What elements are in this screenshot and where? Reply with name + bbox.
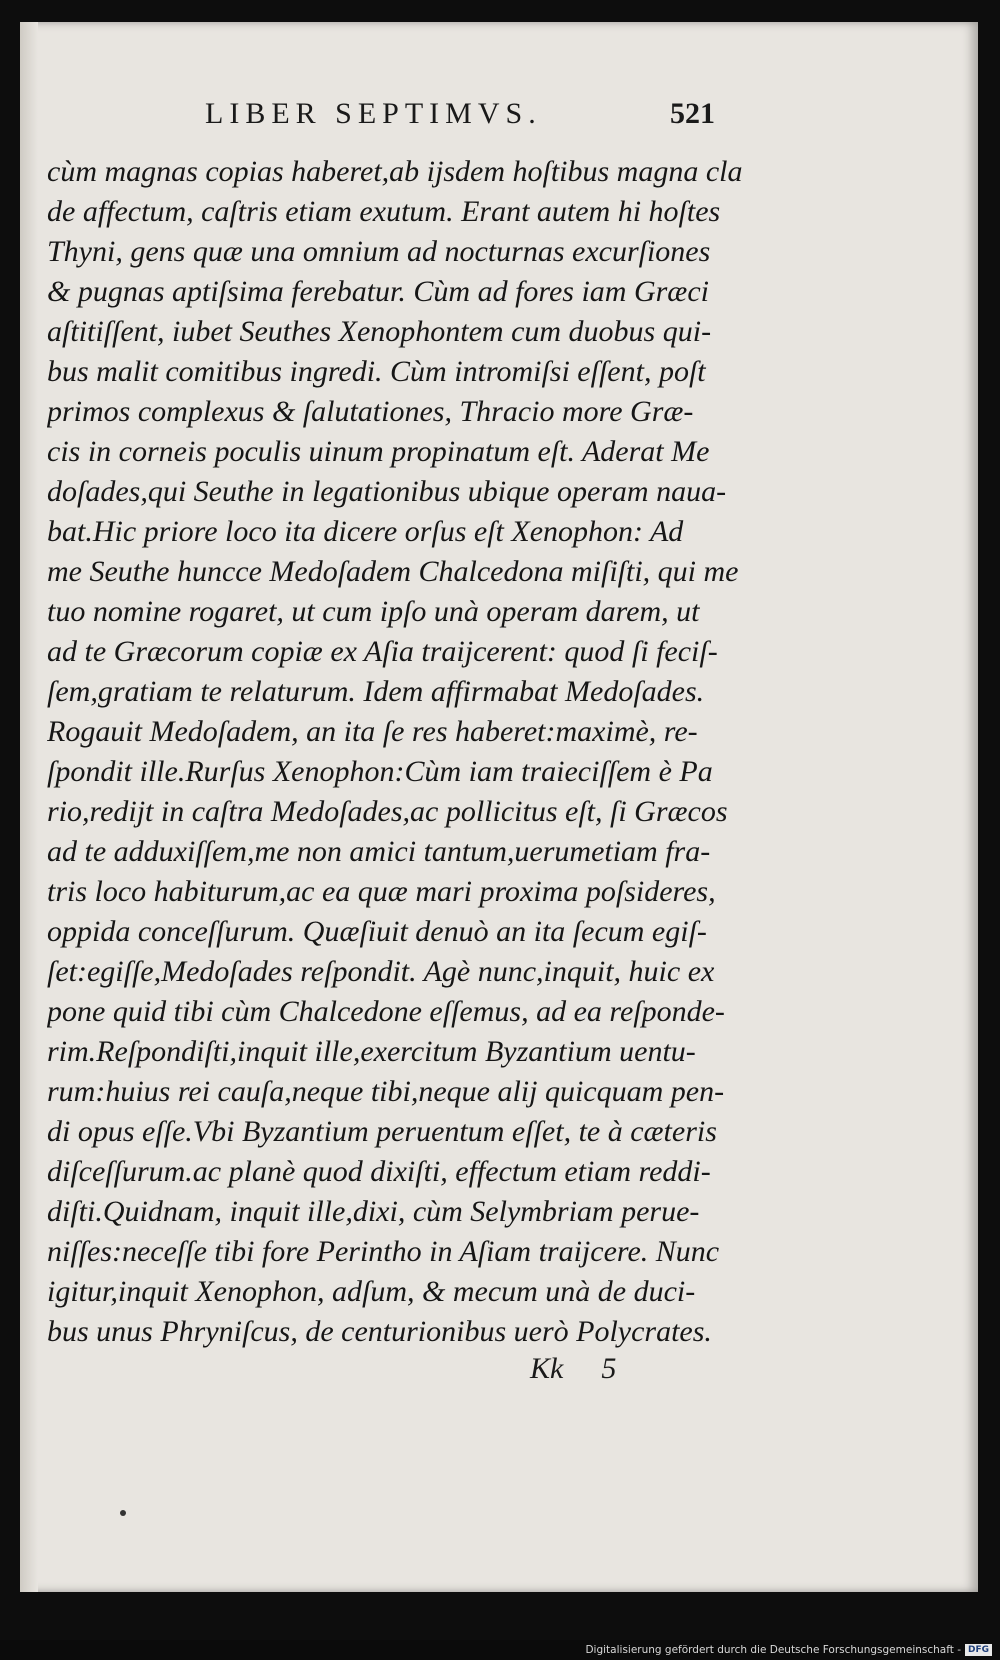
catchwords [530,1352,654,1386]
text-line: Rogauit Medoſadem, an ita ſe res haberet:maximè, re- [47,715,698,748]
digitization-credit [585,1642,992,1658]
text-line: rim.Reſpondiſti,inquit ille,exercitum Byzantium uentu- [47,1035,696,1068]
text-line: Thyni, gens quæ una omnium ad nocturnas excurſiones [47,235,711,268]
text-line: tuo nomine rogaret, ut cum ipſo unà operam darem, ut [47,595,700,628]
text-line: me Seuthe huncce Medoſadem Chalcedona miſiſti, qui me [47,555,739,588]
text-line: oppida conceſſurum. Quæſiuit denuò an ita ſecum egiſ- [47,915,707,948]
book-page [20,22,978,1592]
dfg-logo-icon: DFG [965,1644,992,1656]
text-line: bat.Hic priore loco ita dicere orſus eſt Xenophon: Ad [47,515,684,548]
text-line: doſades,qui Seuthe in legationibus ubique operam naua- [47,475,727,508]
text-line: ad te Græcorum copiæ ex Aſia traijcerent: quod ſi feciſ- [47,635,718,668]
text-line: rio,redijt in caſtra Medoſades,ac pollicitus eſt, ſi Græcos [47,795,728,828]
text-line: primos complexus & ſalutationes, Thracio more Græ- [47,395,694,428]
ink-speck [120,1510,126,1516]
text-line: aſtitiſſent, iubet Seuthes Xenophontem cum duobus qui- [47,315,712,348]
credit-text: Digitalisierung gefördert durch die Deutsche Forschungsgemeinschaft - [585,1644,961,1656]
text-line: ſet:egiſſe,Medoſades reſpondit. Agè nunc,inquit, huic ex [47,955,715,988]
text-line: cùm magnas copias haberet,ab ijsdem hoſtibus magna cla [47,155,743,188]
text-line: igitur,inquit Xenophon, adſum, & mecum unà de duci- [47,1275,696,1308]
text-line: ſem,gratiam te relaturum. Idem affirmabat Medoſades. [47,675,705,708]
text-line: bus malit comitibus ingredi. Cùm intromiſsi eſſent, poſt [47,355,706,388]
text-line: cis in corneis poculis uinum propinatum eſt. Aderat Me [47,435,710,468]
text-line: de affectum, caſtris etiam exutum. Erant autem hi hoſtes [47,195,721,228]
signature-mark: Kk [530,1352,564,1385]
text-line: rum:huius rei cauſa,neque tibi,neque alij quicquam pen- [47,1075,725,1108]
signature-number: 5 [601,1352,617,1385]
text-line: ſpondit ille.Rurſus Xenophon:Cùm iam traieciſſem è Pa [47,755,713,788]
text-line: pone quid tibi cùm Chalcedone eſſemus, ad ea reſponde- [47,995,725,1028]
text-line: bus unus Phryniſcus, de centurionibus uerò Polycrates. [47,1315,712,1348]
text-line: tris loco habiturum,ac ea quæ mari proxima poſsideres, [47,875,716,908]
text-line: ad te adduxiſſem,me non amici tantum,uerumetiam fra- [47,835,711,868]
text-line: di opus eſſe.Vbi Byzantium peruentum eſſet, te à cæteris [47,1115,717,1148]
text-line: & pugnas aptiſsima ferebatur. Cùm ad fores iam Græci [47,275,709,308]
text-line: diſceſſurum.ac planè quod dixiſti, effectum etiam reddi- [47,1155,711,1188]
running-head: LIBER SEPTIMVS. [205,97,542,130]
text-line: niſſes:neceſſe tibi fore Perintho in Aſiam traijcere. Nunc [47,1235,720,1268]
page-gutter-shadow [20,22,38,1592]
body-text [47,152,747,1352]
page-number: 521 [670,97,715,130]
text-line: diſti.Quidnam, inquit ille,dixi, cùm Selymbriam perue- [47,1195,700,1228]
